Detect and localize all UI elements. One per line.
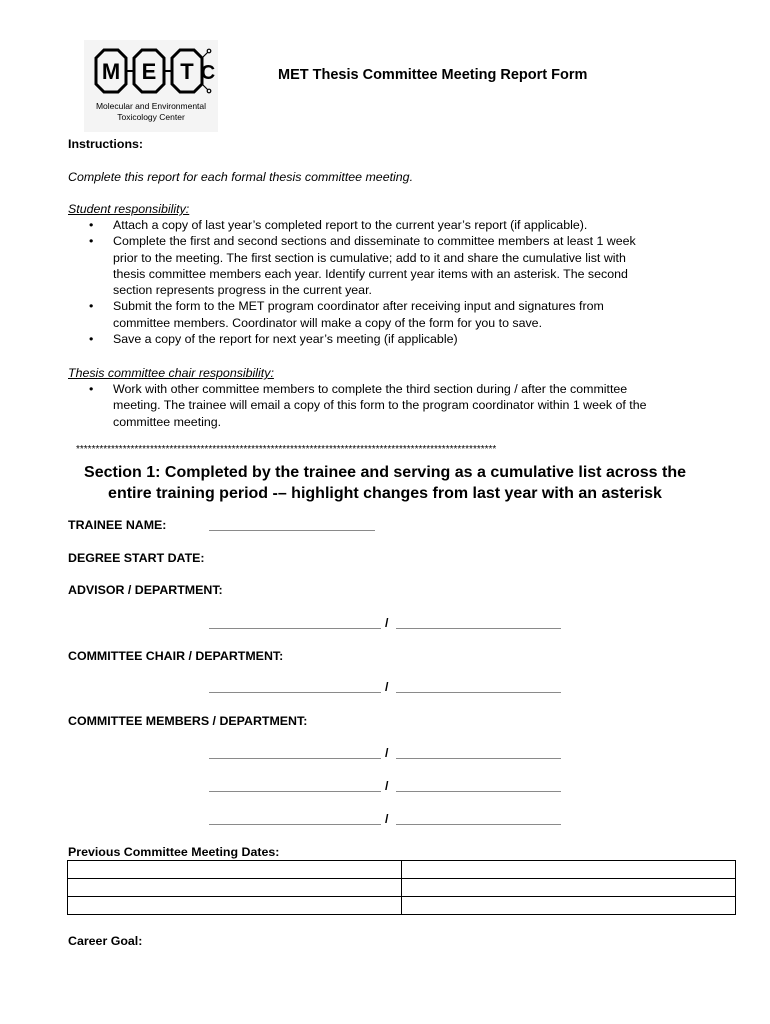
chair-name-field[interactable] [209,692,381,693]
logo-letter-e: E [141,59,157,84]
member-2-name-field[interactable] [209,791,381,792]
trainee-name-label: TRAINEE NAME: [68,518,167,532]
list-item [68,381,647,430]
table-cell[interactable] [402,879,736,897]
table-row [68,861,736,879]
logo-letter-c: C [200,62,216,84]
section1-title-line2: entire training period -– highlight changes from last year with an asterisk [108,485,662,502]
list-item-line: • Work with other committee members to complete the third section during / after the committee [113,382,628,396]
table-cell[interactable] [68,861,402,879]
member-3-name-field[interactable] [209,824,381,825]
member-1-name-field[interactable] [209,758,381,759]
logo-subtitle-line1: Molecular and Environmental [95,101,207,111]
trainee-name-field[interactable] [209,530,375,531]
member-3-department-field[interactable] [396,824,561,825]
member-2-department-field[interactable] [396,791,561,792]
advisor-department-field[interactable] [396,628,561,629]
previous-meeting-dates-table [67,860,736,915]
list-item-line: committee members. Coordinator will make a copy of the form for you to save. [113,315,543,330]
committee-members-label: COMMITTEE MEMBERS / DEPARTMENT: [68,714,308,728]
list-item-line: • Save a copy of the report for next year’s meeting (if applicable) [113,332,458,347]
advisor-department-label: ADVISOR / DEPARTMENT: [68,583,223,597]
field-separator: / [385,616,389,630]
chair-responsibility-heading: Thesis committee chair responsibility: [68,366,274,380]
list-item [68,217,636,233]
field-separator: / [385,680,389,694]
committee-chair-label: COMMITTEE CHAIR / DEPARTMENT: [68,649,284,663]
student-responsibility-list [68,217,636,347]
logo-subtitle-line2: Toxicology Center [117,112,185,122]
section1-title [60,462,710,504]
advisor-name-field[interactable] [209,628,381,629]
table-row [68,897,736,915]
metc-logo [84,40,218,132]
table-cell[interactable] [402,861,736,879]
list-item-line: prior to the meeting. The first section is cumulative; add to it and share the cumulative list with [113,250,626,265]
list-item-line: • Attach a copy of last year’s completed report to the current year’s report (if applicable). [113,218,588,232]
list-item [68,233,636,298]
instructions-intro: Complete this report for each formal thesis committee meeting. [68,170,414,184]
student-responsibility-heading: Student responsibility: [68,202,190,216]
list-item-line: • Submit the form to the MET program coordinator after receiving input and signatures from [113,299,604,314]
career-goal-label: Career Goal: [68,934,143,948]
previous-meeting-dates-label: Previous Committee Meeting Dates: [68,845,280,859]
degree-start-label: DEGREE START DATE: [68,551,205,565]
table-cell[interactable] [68,897,402,915]
member-1-department-field[interactable] [396,758,561,759]
table-row [68,879,736,897]
logo-letter-m: M [101,59,121,84]
instructions-heading: Instructions: [68,137,144,151]
list-item-line: thesis committee members each year. Identify current year items with an asterisk. The second [113,266,628,281]
field-separator: / [385,746,389,760]
table-cell[interactable] [402,897,736,915]
separator: ************************************************************************************************************ [76,444,497,455]
logo-letter-t: T [180,59,194,84]
list-item [68,331,636,347]
chair-responsibility-list [68,381,647,430]
form-title: MET Thesis Committee Meeting Report Form [278,67,588,83]
table-cell[interactable] [68,879,402,897]
section1-title-line1: Section 1: Completed by the trainee and serving as a cumulative list across the [84,464,686,481]
chair-department-field[interactable] [396,692,561,693]
list-item [68,298,636,331]
list-item-line: • Complete the first and second sections and disseminate to committee members at least 1 week [113,234,636,249]
list-item-line: committee meeting. [113,414,222,429]
list-item-line: meeting. The trainee will email a copy of this form to the program coordinator within 1 week of the [113,398,647,413]
field-separator: / [385,812,389,826]
field-separator: / [385,779,389,793]
list-item-line: section represents progress in the current year. [113,283,372,298]
